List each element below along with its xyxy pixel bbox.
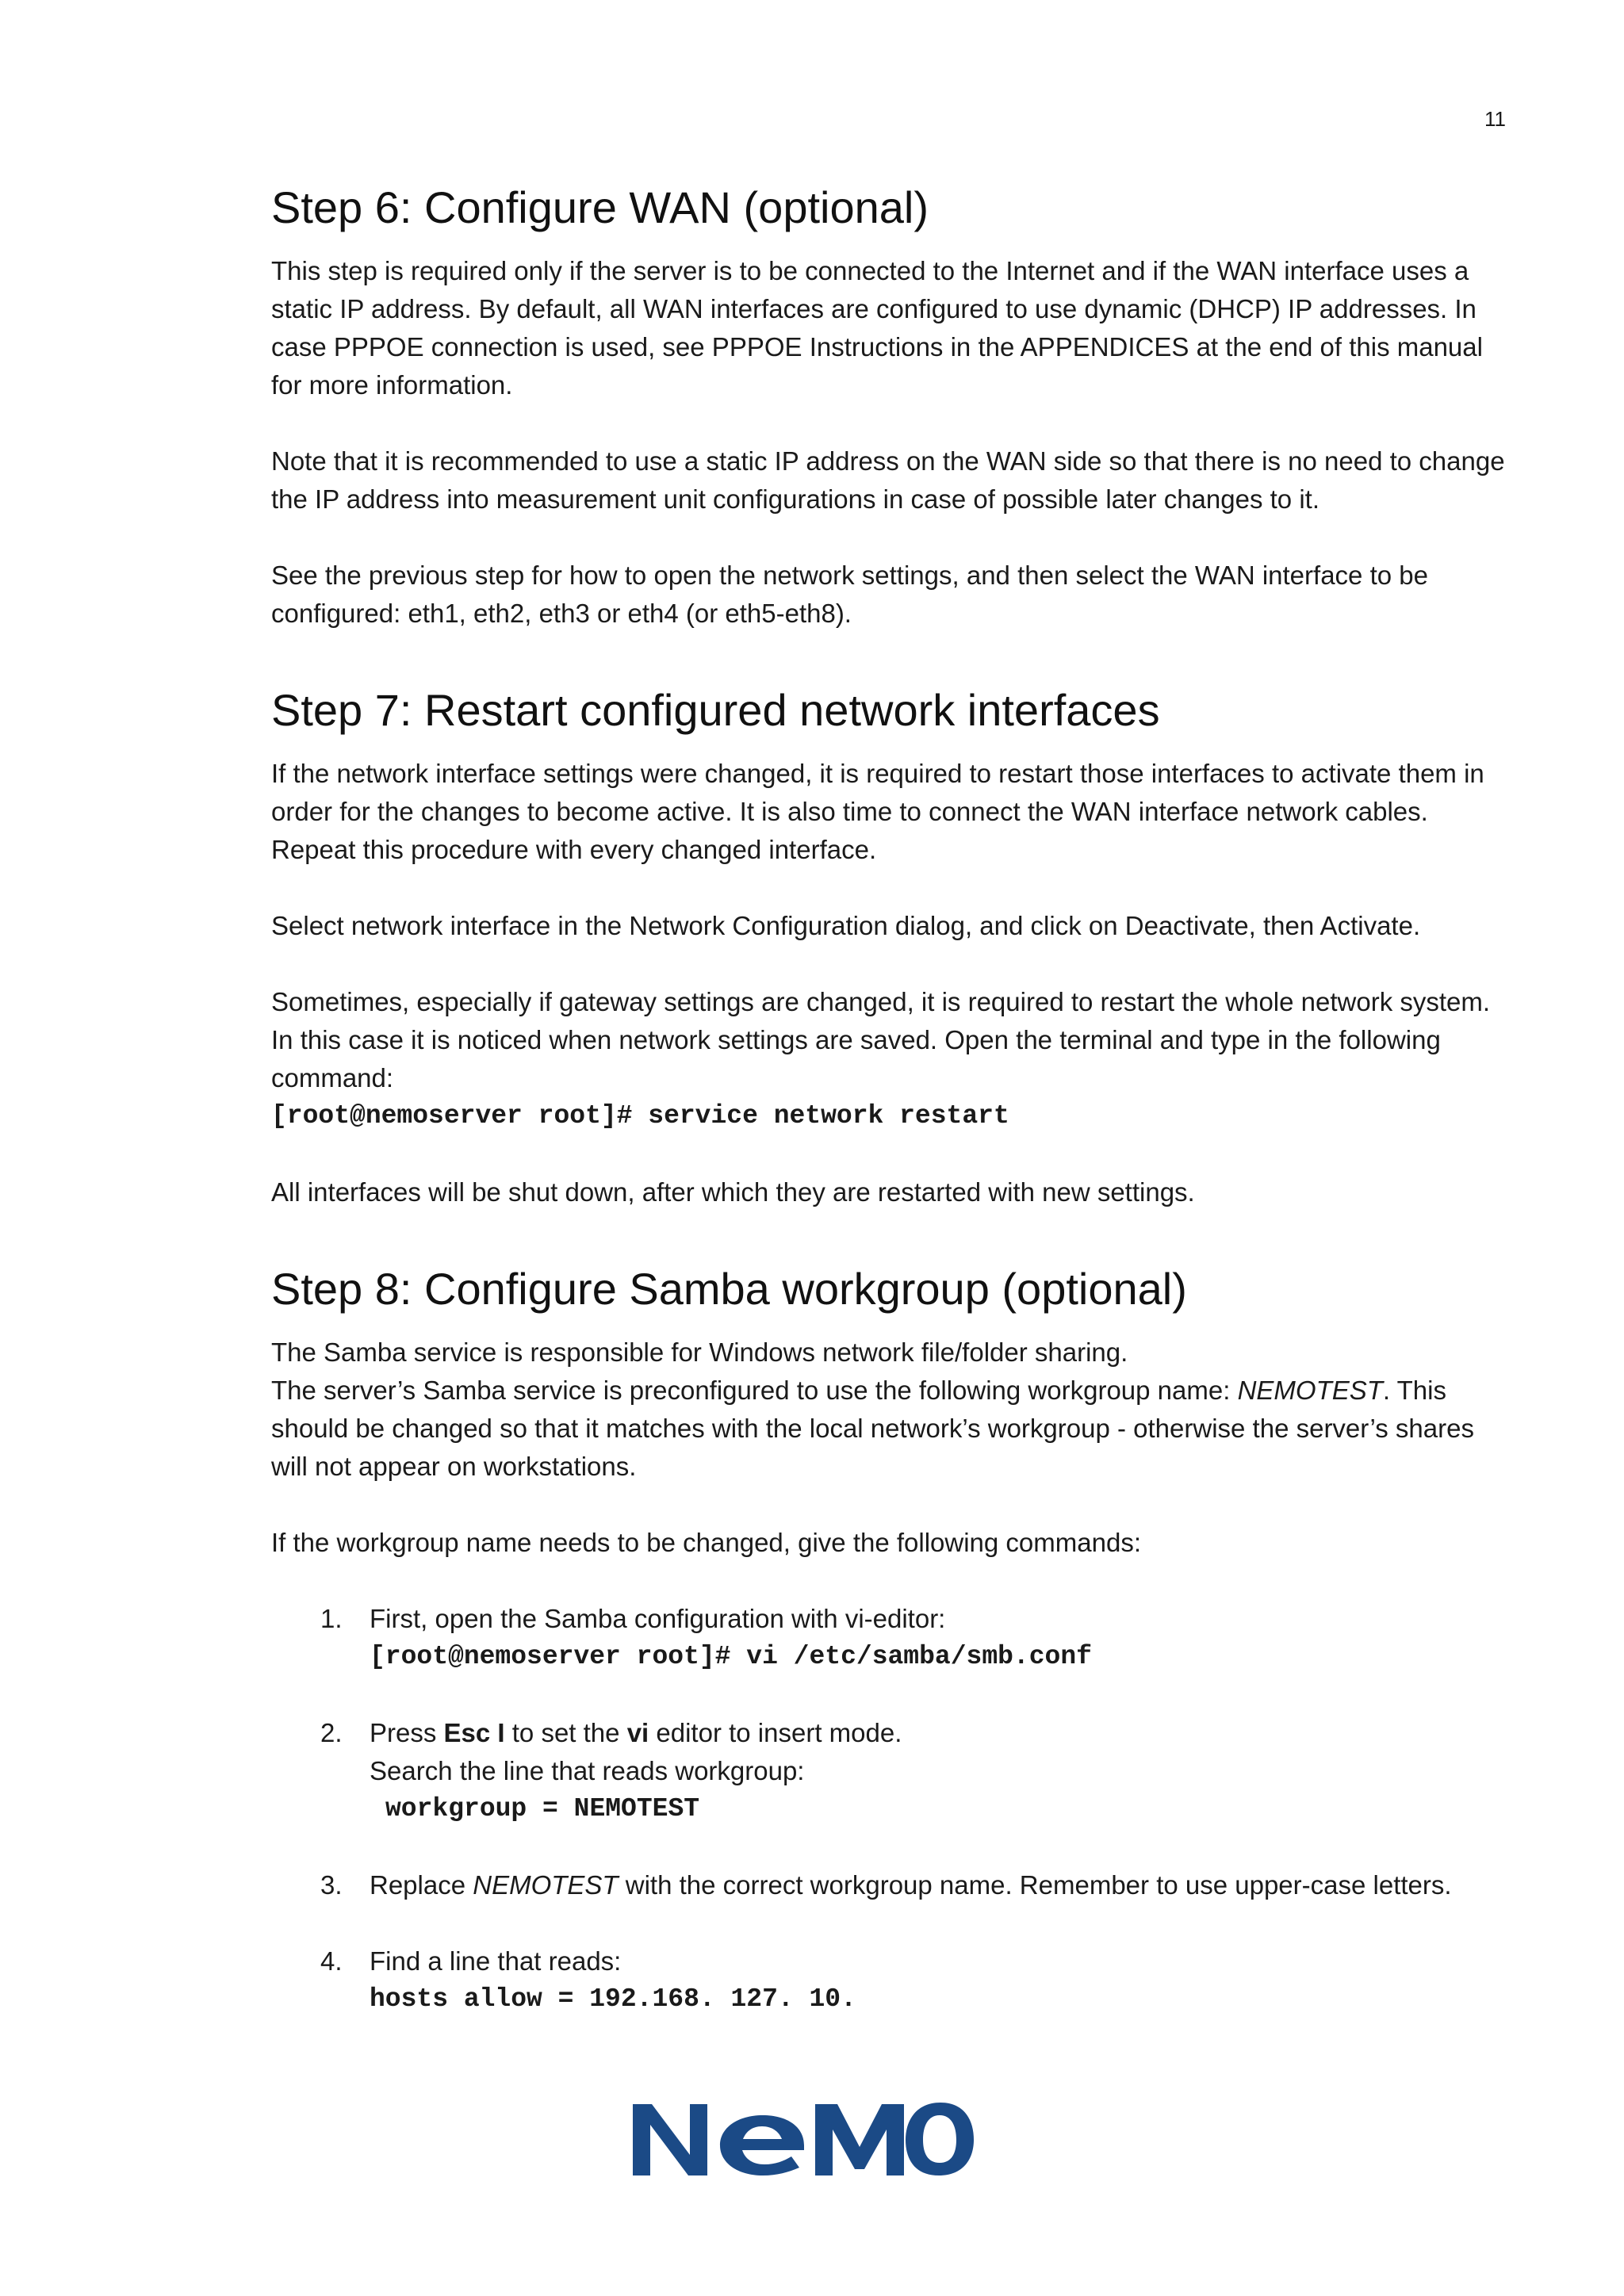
section-step-7 <box>271 683 1516 1211</box>
page-number: 11 <box>1484 107 1506 131</box>
step-7-paragraph-3: Sometimes, especially if gateway settings are changed, it is required to restart the whole network system. In this case it is noticed when network settings are saved. Open the terminal and type in the following command: <box>271 987 1491 1093</box>
vi-smb-conf-command: [root@nemoserver root]# vi /etc/samba/smb.conf <box>370 1642 1092 1671</box>
hosts-allow-config-line: hosts allow = 192.168. 127. 10. <box>370 1984 856 2014</box>
section-step-6 <box>271 181 1516 633</box>
step-6-heading: Step 6: Configure WAN (optional) <box>271 182 929 232</box>
step-8-paragraph-1: The Samba service is responsible for Windows network file/folder sharing. The server’s Samba service is preconfigured to use the following workgroup name: NEMOTEST. This should be changed so that it matches with the local network’s workgroup - otherwise the server’s shares will not appear on workstations. <box>271 1337 1474 1481</box>
step-8-heading: Step 8: Configure Samba workgroup (optional) <box>271 1264 1187 1314</box>
step-7-paragraph-2: Select network interface in the Network Configuration dialog, and click on Deactivate, then Activate. <box>271 911 1421 940</box>
samba-steps-list <box>320 1600 1516 2019</box>
step-6-paragraph-2: Note that it is recommended to use a static IP address on the WAN side so that there is no need to change the IP address into measurement unit configurations in case of possible later changes to it. <box>271 446 1505 514</box>
samba-intro-line: The Samba service is responsible for Windows network file/folder sharing. <box>271 1337 1128 1367</box>
step-6-paragraph-3: See the previous step for how to open the network settings, and then select the WAN interface to be configured: eth1, eth2, eth3 or eth4 (or eth5-eth8). <box>271 561 1428 628</box>
list-item: 2. Press Esc I to set the vi editor to insert mode. Search the line that reads workgroup: workgroup = NEMOTEST <box>320 1714 1516 1828</box>
nemo-logo <box>628 2093 977 2180</box>
step-7-heading: Step 7: Restart configured network interfaces <box>271 685 1160 735</box>
step-7-paragraph-4: All interfaces will be shut down, after which they are restarted with new settings. <box>271 1177 1195 1207</box>
list-item: 4. Find a line that reads: hosts allow = 192.168. 127. 10. <box>320 1942 1516 2019</box>
network-restart-command: [root@nemoserver root]# service network restart <box>271 1101 1009 1131</box>
page-content <box>271 181 1516 2019</box>
step-8-paragraph-2: If the workgroup name needs to be changed, give the following commands: <box>271 1528 1141 1557</box>
list-item: 1. First, open the Samba configuration with vi-editor: [root@nemoserver root]# vi /etc/samba/smb.conf <box>320 1600 1516 1676</box>
step-7-paragraph-1: If the network interface settings were changed, it is required to restart those interfaces to activate them in order for the changes to become active. It is also time to connect the WAN interface network cables. Repeat this procedure with every changed interface. <box>271 759 1484 864</box>
workgroup-name-emphasis: NEMOTEST <box>1237 1376 1383 1405</box>
section-step-8 <box>271 1262 1516 2019</box>
list-item: 3. Replace NEMOTEST with the correct workgroup name. Remember to use upper-case letters. <box>320 1870 1452 1900</box>
step-6-paragraph-1: This step is required only if the server is to be connected to the Internet and if the WAN interface uses a static IP address. By default, all WAN interfaces are configured to use dynamic (DHCP) IP addresses. In case PPPOE connection is used, see PPPOE Instructions in the APPENDICES at the end of this manual for more information. <box>271 256 1483 400</box>
workgroup-config-line: workgroup = NEMOTEST <box>385 1794 700 1823</box>
